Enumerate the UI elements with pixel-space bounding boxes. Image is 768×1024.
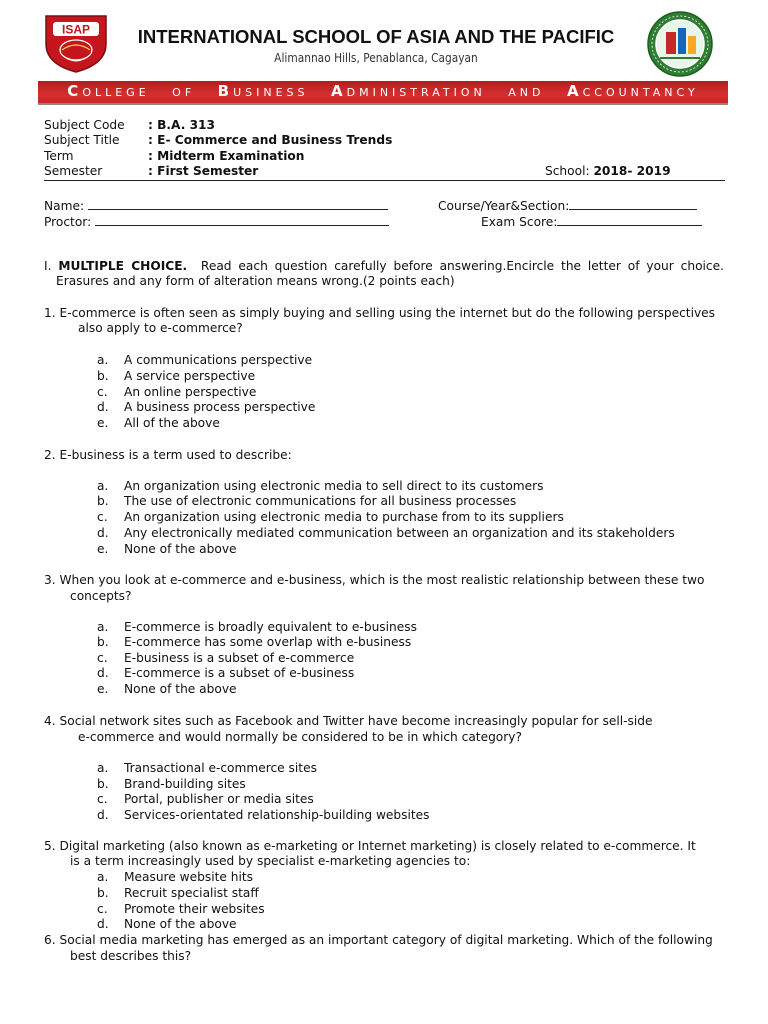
- name-field[interactable]: [44, 197, 388, 213]
- option-letter: b.: [97, 369, 109, 383]
- option-letter: e.: [97, 682, 109, 696]
- option-text: E-commerce is broadly equivalent to e-business: [124, 620, 417, 634]
- option-letter: a.: [97, 353, 109, 367]
- option-letter: d.: [97, 400, 109, 414]
- option-text: A service perspective: [124, 369, 256, 383]
- option-text: The use of electronic communications for all business processes: [124, 494, 517, 508]
- course-field[interactable]: [438, 197, 697, 213]
- option-text: None of the above: [124, 542, 237, 556]
- option-text: An organization using electronic media to purchase from to its suppliers: [124, 510, 564, 524]
- question-6-line1: 6. Social media marketing has emerged as an important category of digital marketing. Which of the following: [44, 933, 713, 947]
- option-letter: d.: [97, 666, 109, 680]
- school-year-label: School:: [545, 164, 590, 178]
- instructions-line2: Erasures and any form of alteration means wrong.(2 points each): [56, 274, 455, 288]
- option-text: Promote their websites: [124, 902, 265, 916]
- proctor-label: Proctor:: [44, 215, 92, 229]
- school-name: INTERNATIONAL SCHOOL OF ASIA AND THE PACIFIC: [137, 26, 615, 47]
- option-letter: a.: [97, 479, 109, 493]
- option-text: E-commerce is a subset of e-business: [124, 666, 355, 680]
- option-letter: a.: [97, 870, 109, 884]
- option-letter: e.: [97, 542, 109, 556]
- question-3-line2: concepts?: [70, 589, 132, 603]
- semester-label: Semester: [44, 164, 103, 178]
- instructions-text: Read each question carefully before answering.Encircle the letter of your choice.: [200, 259, 724, 273]
- option-text: E-business is a subset of e-commerce: [124, 651, 355, 665]
- question-5-line2: is a term increasingly used by specialist e-marketing agencies to:: [70, 854, 471, 868]
- option-text: None of the above: [124, 917, 237, 931]
- option-text: Measure website hits: [124, 870, 253, 884]
- course-blank[interactable]: [569, 197, 697, 210]
- subject-title-label: Subject Title: [44, 133, 120, 147]
- subject-code-row: [44, 118, 215, 134]
- school-address: Alimannao Hills, Penablanca, Cagayan: [274, 50, 478, 65]
- option-letter: e.: [97, 416, 109, 430]
- option-letter: b.: [97, 494, 109, 508]
- option-text: Portal, publisher or media sites: [124, 792, 314, 806]
- option-letter: c.: [97, 792, 108, 806]
- question-3-line1: 3. When you look at e-commerce and e-business, which is the most realistic relationship between these two: [44, 573, 705, 587]
- subject-code-value: : B.A. 313: [148, 118, 216, 132]
- name-label: Name:: [44, 199, 85, 213]
- divider: [44, 180, 725, 181]
- instructions-line1: [44, 259, 724, 275]
- term-row: [44, 149, 304, 165]
- option-text: Brand-building sites: [124, 777, 246, 791]
- subject-title-row: [44, 133, 392, 149]
- option-letter: c.: [97, 902, 108, 916]
- isap-logo: [44, 14, 108, 74]
- question-4-line1: 4. Social network sites such as Facebook and Twitter have become increasingly popular for sell-side: [44, 714, 653, 728]
- option-text: An online perspective: [124, 385, 257, 399]
- college-word: BUSINESS: [217, 82, 309, 100]
- option-text: A business process perspective: [124, 400, 316, 414]
- subject-title-value: : E- Commerce and Business Trends: [148, 133, 393, 147]
- term-value: : Midterm Examination: [148, 149, 305, 163]
- semester-value: : First Semester: [148, 164, 259, 178]
- question-1-line2: also apply to e-commerce?: [78, 321, 243, 335]
- option-text: An organization using electronic media to sell direct to its customers: [124, 479, 544, 493]
- proctor-blank[interactable]: [95, 213, 389, 226]
- option-letter: c.: [97, 651, 108, 665]
- school-year: [545, 164, 671, 178]
- score-label: Exam Score:: [481, 215, 558, 229]
- option-letter: c.: [97, 385, 108, 399]
- section-number: I.: [44, 259, 52, 273]
- question-2-line1: 2. E-business is a term used to describe:: [44, 448, 292, 462]
- school-year-value: 2018- 2019: [593, 164, 671, 178]
- proctor-field[interactable]: [44, 213, 389, 229]
- college-word: ACCOUNTANCY: [566, 82, 699, 100]
- option-text: Recruit specialist staff: [124, 886, 259, 900]
- isap-logo-text: ISAP: [61, 22, 91, 37]
- college-word: AND: [508, 86, 545, 99]
- college-word: COLLEGE: [67, 82, 150, 100]
- option-text: Services-orientated relationship-building websites: [124, 808, 430, 822]
- option-letter: b.: [97, 886, 109, 900]
- option-text: E-commerce has some overlap with e-business: [124, 635, 412, 649]
- option-letter: a.: [97, 620, 109, 634]
- semester-row: [44, 164, 258, 180]
- option-letter: d.: [97, 917, 109, 931]
- college-word: ADMINISTRATION: [331, 82, 486, 100]
- option-letter: d.: [97, 808, 109, 822]
- college-name: [38, 80, 728, 102]
- option-text: None of the above: [124, 682, 237, 696]
- name-blank[interactable]: [88, 197, 388, 210]
- term-label: Term: [44, 149, 74, 163]
- option-text: Any electronically mediated communication between an organization and its stakeholders: [124, 526, 675, 540]
- score-blank[interactable]: [557, 213, 702, 226]
- question-1-line1: 1. E-commerce is often seen as simply buying and selling using the internet but do the following perspectives: [44, 306, 716, 320]
- subject-code-label: Subject Code: [44, 118, 125, 132]
- question-5-line1: 5. Digital marketing (also known as e-marketing or Internet marketing) is closely related to e-commerce. It: [44, 839, 696, 853]
- option-letter: a.: [97, 761, 109, 775]
- option-letter: d.: [97, 526, 109, 540]
- college-seal: [646, 10, 714, 78]
- course-label: Course/Year&Section:: [438, 199, 570, 213]
- section-heading: MULTIPLE CHOICE.: [58, 259, 188, 273]
- college-word: OF: [172, 86, 196, 99]
- option-text: A communications perspective: [124, 353, 313, 367]
- question-6-line2: best describes this?: [70, 949, 192, 963]
- score-field[interactable]: [481, 213, 702, 229]
- option-letter: c.: [97, 510, 108, 524]
- option-text: All of the above: [124, 416, 220, 430]
- option-letter: b.: [97, 777, 109, 791]
- question-4-line2: e-commerce and would normally be considered to be in which category?: [78, 730, 522, 744]
- option-letter: b.: [97, 635, 109, 649]
- option-text: Transactional e-commerce sites: [124, 761, 317, 775]
